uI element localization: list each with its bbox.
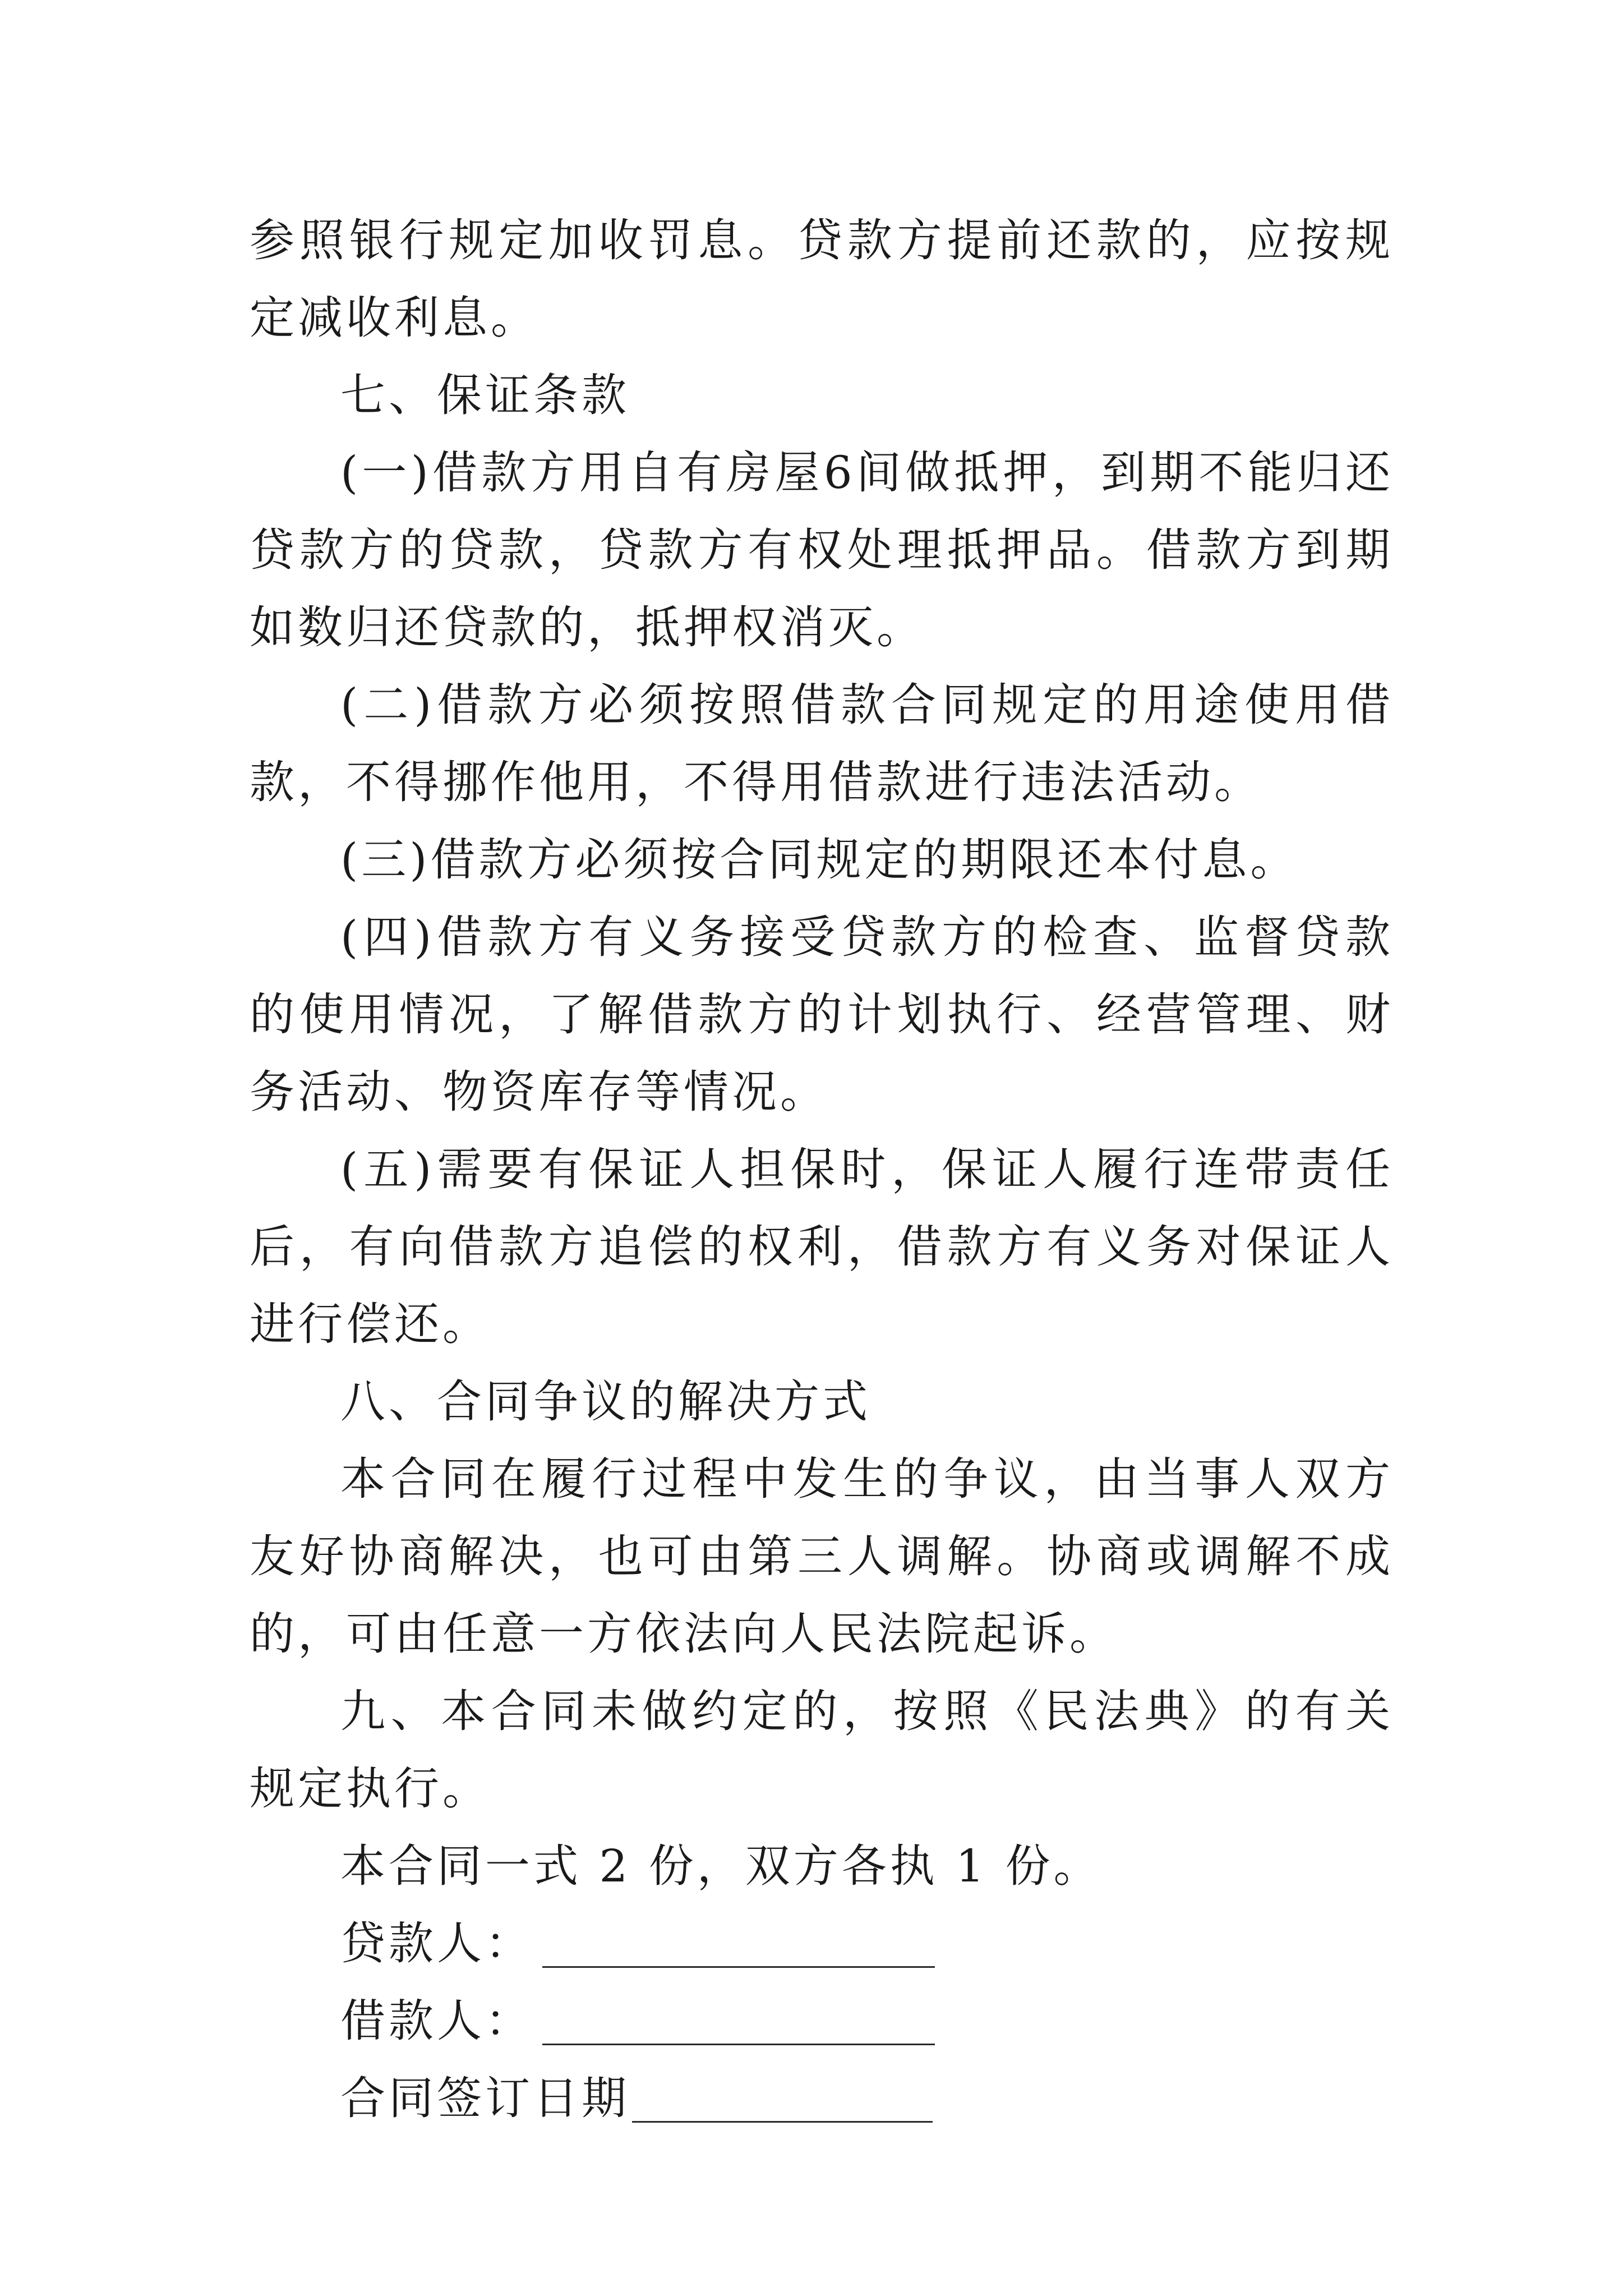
borrower-signature-blank[interactable] bbox=[542, 2010, 935, 2045]
lender-signature-blank[interactable] bbox=[542, 1932, 935, 1968]
borrower-label: 借款人： bbox=[340, 1995, 533, 2047]
p-section-8-heading: 八、合同争议的解决方式 bbox=[340, 1375, 871, 1428]
p-section-7-heading: 七、保证条款 bbox=[340, 369, 630, 421]
p-clause-7-1: (一)借款方用自有房屋6间做抵押，到期不能归还贷款方的贷款，贷款方有权处理抵押品。借款方到期如数归还贷款的，抵押权消灭。 bbox=[250, 447, 1394, 654]
p-section-9: 九、本合同未做约定的，按照《民法典》的有关规定执行。 bbox=[250, 1685, 1394, 1815]
p-clause-7-5: (五)需要有保证人担保时，保证人履行连带责任后，有向借款方追偿的权利，借款方有义务对保证人进行偿还。 bbox=[250, 1143, 1394, 1350]
borrower-signature-line bbox=[250, 1982, 1394, 2060]
lender-signature-line bbox=[250, 1905, 1394, 1982]
document-page bbox=[250, 202, 1394, 2137]
signing-date-line bbox=[250, 2060, 1394, 2137]
p-copies: 本合同一式 2 份，双方各执 1 份。 bbox=[340, 1840, 1102, 1892]
p-clause-7-4: (四)借款方有义务接受贷款方的检查、监督贷款的使用情况，了解借款方的计划执行、经营管理、财务活动、物资库存等情况。 bbox=[250, 911, 1394, 1118]
signing-date-blank[interactable] bbox=[632, 2087, 933, 2123]
contract-body bbox=[250, 202, 1394, 1905]
p-clause-7-3: (三)借款方必须按合同规定的期限还本付息。 bbox=[340, 834, 1299, 886]
lender-label: 贷款人： bbox=[340, 1917, 533, 1970]
p-clause-7-2: (二)借款方必须按照借款合同规定的用途使用借款，不得挪作他用，不得用借款进行违法活动。 bbox=[250, 679, 1394, 808]
signing-date-label: 合同签订日期 bbox=[340, 2072, 630, 2124]
p-section-8-body: 本合同在履行过程中发生的争议，由当事人双方友好协商解决，也可由第三人调解。协商或调解不成的，可由任意一方依法向人民法院起诉。 bbox=[250, 1453, 1394, 1660]
p-penalty-continued: 参照银行规定加收罚息。贷款方提前还款的，应按规定减收利息。 bbox=[250, 214, 1394, 344]
